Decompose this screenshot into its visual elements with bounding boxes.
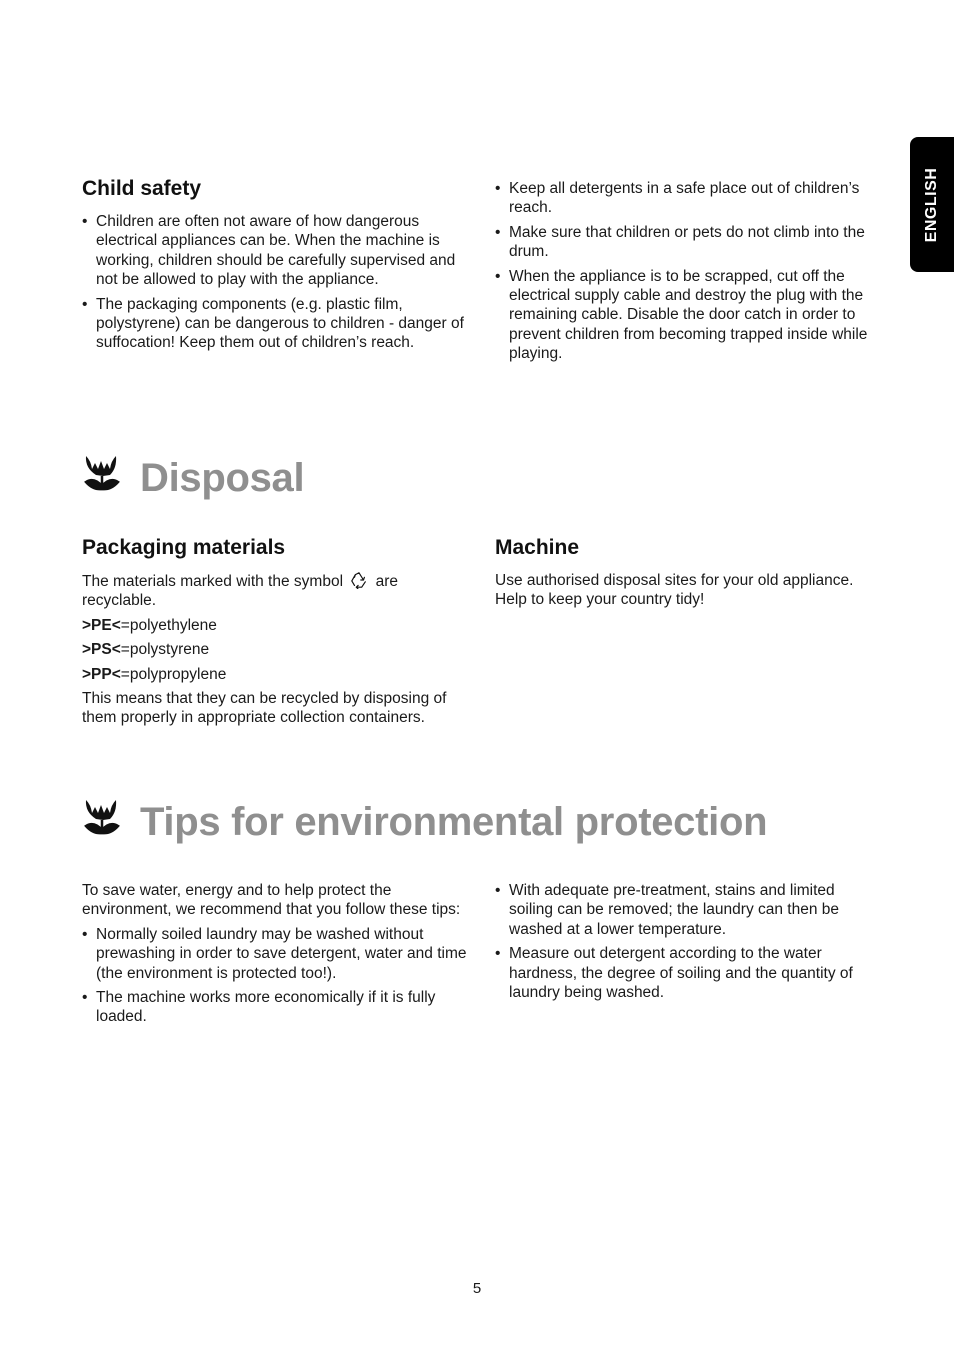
list-item: • Make sure that children or pets do not climb into the drum. [495,223,880,262]
material-desc: =polyethylene [120,616,217,634]
language-tab [910,137,954,272]
list-item: • With adequate pre-treatment, stains and limited soiling can be removed; the laundry can then be washed at a lower temperature. [495,881,880,939]
environment-left-list [82,925,467,1027]
page-number: 5 [472,1280,482,1297]
machine-text: Use authorised disposal sites for your old appliance. Help to keep your country tidy! [495,572,854,609]
environment-title: Tips for environmental protection [140,800,768,844]
language-tab-label: ENGLISH [923,167,940,242]
list-item: • Keep all detergents in a safe place out of children’s reach. [495,179,880,218]
recycle-icon [350,571,368,589]
packaging-intro-after: are recyclable. [82,573,399,610]
tulip-eco-icon [82,452,124,492]
environment-right-list [495,881,880,1007]
child-safety-heading: Child safety [82,177,202,200]
child-safety-right-list [495,179,880,369]
packaging-body [82,571,467,728]
packaging-heading: Packaging materials [82,536,286,559]
list-item: • The machine works more economically if it is fully loaded. [82,988,467,1027]
material-ps [82,640,467,659]
disposal-icon-wrap [82,452,124,497]
list-item: • When the appliance is to be scrapped, cut off the electrical supply cable and destroy the plug with the remaining cable. Disable the door catch in order to prevent children from becoming trapped inside while playing. [495,267,880,364]
material-desc: =polypropylene [120,665,227,683]
list-item: • Measure out detergent according to the water hardness, the degree of soiling and the quantity of laundry being washed. [495,944,880,1002]
packaging-intro-before: The materials marked with the symbol [82,573,344,590]
machine-heading: Machine [495,536,580,559]
material-desc: =polystyrene [120,641,210,659]
tulip-eco-icon [82,796,124,836]
packaging-intro [82,571,467,611]
material-code: >PP< [82,665,121,683]
environment-intro: To save water, energy and to help protect the environment, we recommend that you follow these tips: [82,882,461,919]
disposal-title: Disposal [140,456,305,500]
list-item: • Children are often not aware of how dangerous electrical appliances can be. When the machine is working, children should be carefully supervised and not be allowed to play with the appliance. [82,212,467,290]
list-item: • Normally soiled laundry may be washed without prewashing in order to save detergent, water and time (the environment is protected too!). [82,925,467,983]
material-code: >PS< [82,641,121,659]
child-safety-left-list [82,212,467,358]
environment-left-column [82,881,467,1032]
environment-icon-wrap [82,796,124,841]
list-item: • The packaging components (e.g. plastic film, polystyrene) can be dangerous to children - danger of suffocation! Keep them out of children’s reach. [82,295,467,353]
material-pp [82,665,467,684]
packaging-outro: This means that they can be recycled by disposing of them properly in appropriate collection containers. [82,690,447,727]
material-code: >PE< [82,616,121,634]
material-pe [82,616,467,635]
